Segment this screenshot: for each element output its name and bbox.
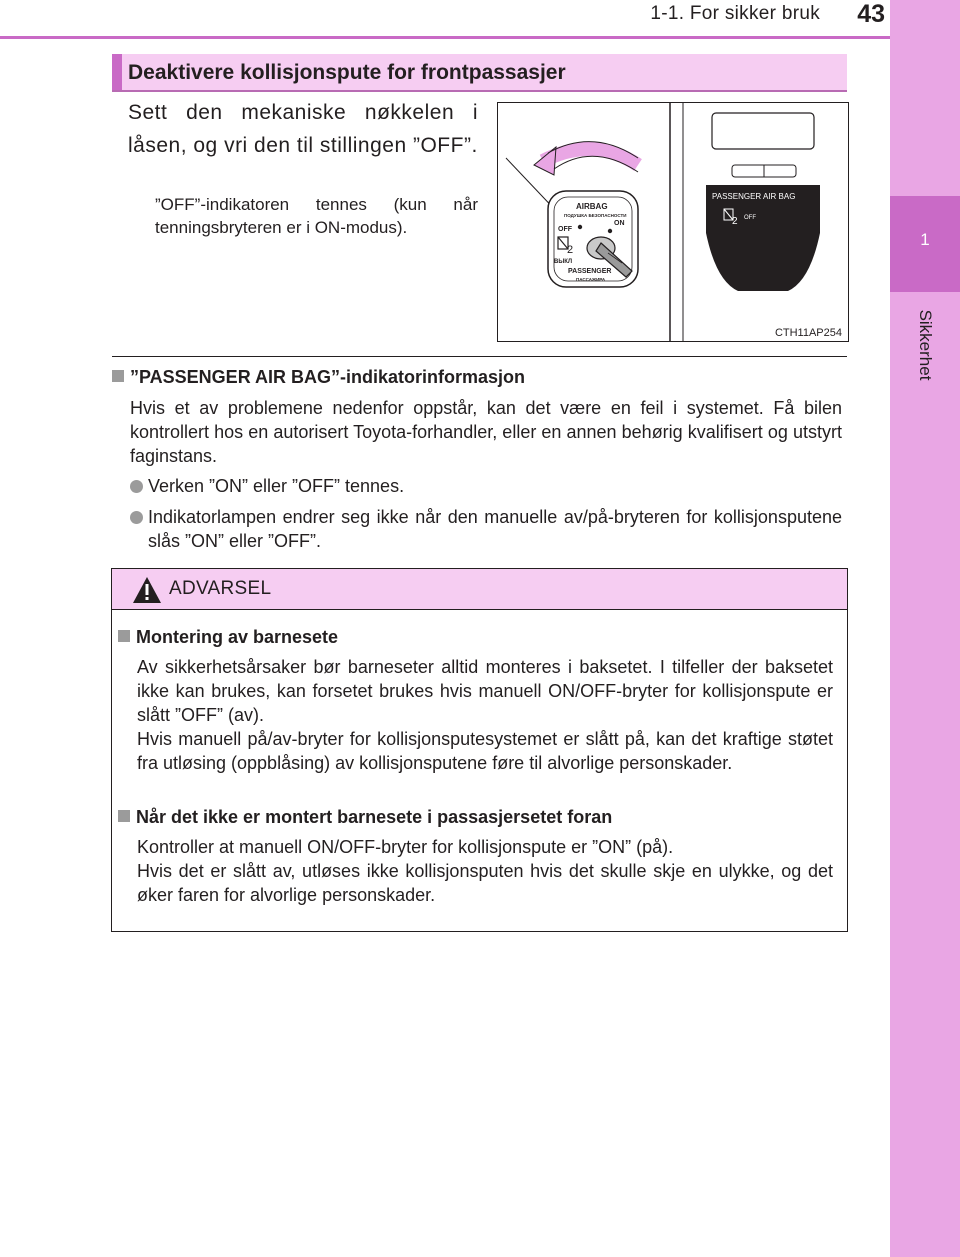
warning-section-1-heading	[118, 627, 838, 648]
warning-section-2-heading-text: Når det ikke er montert barnesete i passasjersetet foran	[136, 807, 613, 827]
switch-off-label: OFF	[558, 226, 572, 233]
switch-passenger-label: PASSENGER	[568, 268, 612, 275]
warning-triangle-icon	[132, 576, 162, 604]
indicator-housing-top	[712, 113, 814, 149]
chapter-number-tab	[890, 196, 960, 292]
switch-off-ru-label: ВЫКЛ	[554, 259, 573, 265]
indicator-bullet-1	[130, 474, 842, 498]
indicator-bullet-1-text: Verken ”ON” eller ”OFF” tennes.	[148, 476, 405, 496]
square-bullet-icon	[118, 630, 130, 642]
chapter-label: Sikkerhet	[916, 309, 935, 381]
airbag-switch-illustration	[498, 103, 848, 341]
chapter-number: 1	[920, 230, 930, 249]
switch-on-label: ON	[614, 220, 625, 227]
warning-section-2-para-2: Hvis det er slått av, utløses ikke kollisjonsputen hvis det skulle skje en ulykke, og det øker faren for alvorlige personskader.	[137, 861, 833, 905]
warning-title: ADVARSEL	[169, 578, 272, 599]
warning-box	[111, 568, 848, 932]
figure-code: CTH11AP254	[774, 327, 842, 339]
indicator-off-label: OFF	[744, 215, 756, 221]
indicator-info-heading	[112, 367, 847, 388]
section-title: Deaktivere kollisjonspute for frontpassasjer	[128, 61, 566, 84]
warning-header	[112, 569, 847, 610]
switch-airbag-label: AIRBAG	[576, 202, 608, 211]
rotate-arrow	[543, 149, 638, 165]
section-title-bar	[112, 54, 847, 92]
indicator-bullet-2-text: Indikatorlampen endrer seg ikke når den manuelle av/på-bryteren for kollisjonsputene slås ”ON” eller ”OFF”.	[148, 507, 842, 551]
page-number: 43	[857, 0, 885, 28]
indicator-info-heading-text: ”PASSENGER AIR BAG”-indikatorinformasjon	[130, 367, 526, 387]
warning-section-2-heading	[118, 807, 838, 828]
section-divider	[112, 356, 847, 357]
round-bullet-icon	[130, 511, 143, 524]
indicator-bullet-2	[130, 505, 842, 553]
airbag-switch-figure	[497, 102, 849, 342]
square-bullet-icon	[118, 810, 130, 822]
switch-passenger-ru-label: ПАССАЖИРА	[576, 277, 606, 282]
rotate-arrow-head	[534, 147, 556, 175]
svg-text:2: 2	[567, 244, 574, 256]
indicator-info-intro: Hvis et av problemene nedenfor oppstår, kan det være en feil i systemet. Få bilen kontrollert hos en autorisert Toyota-forhandler, eller en annen behørig kvalifisert og utstyrt faginstans.	[130, 398, 842, 466]
chapter-side-tab	[890, 0, 960, 1257]
warning-section-1-para-1: Av sikkerhetsårsaker bør barneseter alltid monteres i baksetet. I tilfeller der baksetet ikke kan brukes, kan forsetet brukes hvis manuell ON/OFF-bryter for kollisjonspute er slått ”OFF” (av).	[137, 657, 833, 725]
step-instruction: Sett den mekaniske nøkkelen i låsen, og vri den til stillingen ”OFF”.	[128, 101, 478, 157]
indicator-label: PASSENGER AIR BAG	[712, 192, 796, 201]
svg-text:2: 2	[732, 216, 738, 227]
switch-airbag-ru-label: ПОДУШКА БЕЗОПАСНОСТИ	[564, 213, 627, 218]
warning-section-2-para-1: Kontroller at manuell ON/OFF-bryter for kollisjonspute er ”ON” (på).	[137, 837, 674, 857]
square-bullet-icon	[112, 370, 124, 382]
header-section-title: 1-1. For sikker bruk	[650, 3, 820, 24]
header-rule	[0, 36, 890, 39]
round-bullet-icon	[130, 480, 143, 493]
chapter-label-container	[892, 290, 958, 400]
warning-section-1-heading-text: Montering av barnesete	[136, 627, 339, 647]
step-note: ”OFF”-indikatoren tennes (kun når tenningsbryteren er i ON-modus).	[155, 195, 478, 237]
warning-section-1-para-2: Hvis manuell på/av-bryter for kollisjonsputesystemet er slått på, kan det kraftige støtet fra utløsing (oppblåsing) av kollisjonsputene føre til alvorlige personskader.	[137, 729, 833, 773]
